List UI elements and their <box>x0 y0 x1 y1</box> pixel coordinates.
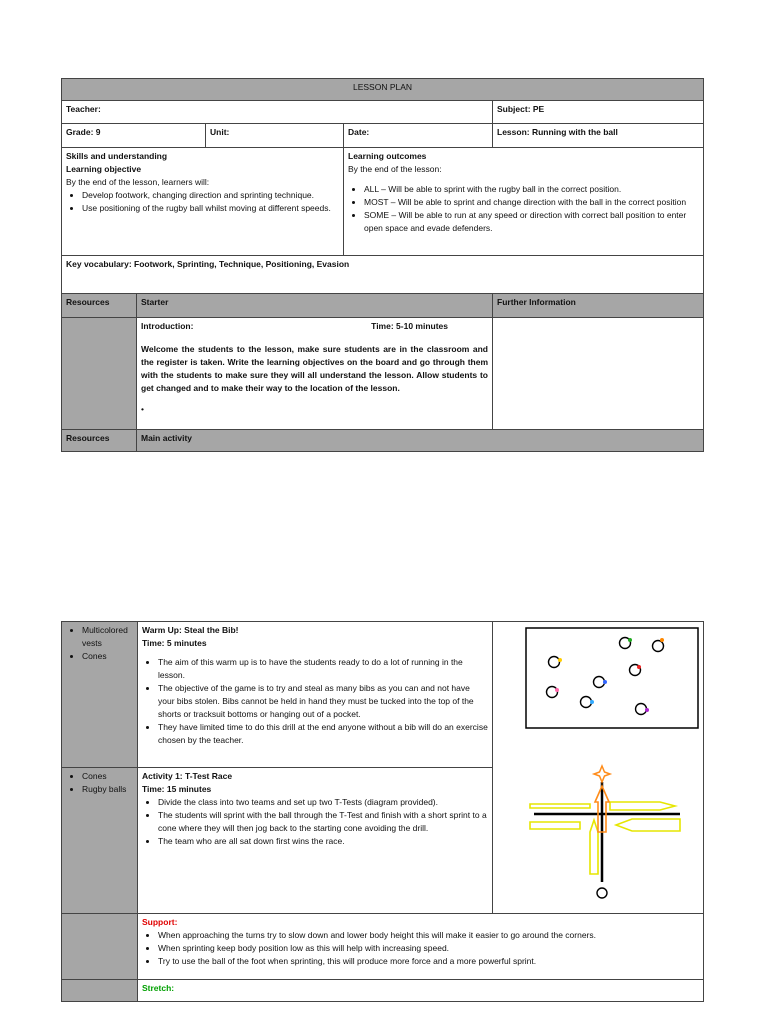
outcomes-list <box>348 183 699 235</box>
cone-icon <box>636 704 647 715</box>
list-item: • Cones <box>82 770 133 783</box>
bib-icon <box>645 708 649 712</box>
outcomes-intro: By the end of the lesson: <box>348 164 442 174</box>
activity1-title: Activity 1: T-Test Race <box>142 771 233 781</box>
skills-heading: Skills and understanding <box>66 151 168 161</box>
bib-icon <box>628 638 632 642</box>
list-item: • Use positioning of the rugby ball whilst moving at different speeds. <box>82 202 339 215</box>
skills-intro: By the end of the lesson, learners will: <box>66 177 210 187</box>
list-item: • Develop footwork, changing direction and sprinting technique. <box>82 189 339 202</box>
key-vocabulary: Key vocabulary: Footwork, Sprinting, Technique, Positioning, Evasion <box>62 256 704 294</box>
lesson-plan-table <box>61 78 704 452</box>
starter-text: Welcome the students to the lesson, make sure students are in the classroom and the register is taken. Write the learning objectives on the board and go through them with the students to make sure they will all understand the lesson. Allow students to get changed and to make their way to the location of the lesson. <box>141 344 488 393</box>
starter-time: Time: 5-10 minutes <box>371 321 448 331</box>
starter-title: Starter <box>137 294 493 318</box>
introduction-label: Introduction: <box>141 321 194 331</box>
subject-field: Subject: PE <box>493 101 704 124</box>
bib-icon <box>660 638 664 642</box>
bib-icon <box>637 665 641 669</box>
lesson-plan-title: LESSON PLAN <box>62 79 704 101</box>
warmup-content <box>138 622 493 768</box>
outcomes-heading: Learning outcomes <box>348 151 427 161</box>
starter-resources-cell <box>62 318 137 430</box>
t-test-diagram <box>520 762 704 908</box>
support-resources-cell <box>62 914 138 980</box>
cone-icon <box>549 657 560 668</box>
list-item: • Try to use the ball of the foot when sprinting, this will produce more force and a more powerful sprint. <box>158 955 699 968</box>
left-return-bar <box>530 822 580 829</box>
warmup-resources <box>62 622 138 768</box>
bib-icon <box>603 680 607 684</box>
main-resources-label: Resources <box>62 430 137 452</box>
stretch-content <box>138 980 704 1002</box>
bib-icon <box>555 688 559 692</box>
starter-content <box>137 318 493 430</box>
list-item: • Cones <box>82 650 133 663</box>
list-item: • Divide the class into two teams and set up two T-Tests (diagram provided). <box>158 796 488 809</box>
bib-icon <box>590 700 594 704</box>
list-item: • Rugby balls <box>82 783 133 796</box>
skills-cell <box>62 148 344 256</box>
warmup-field-diagram <box>520 624 704 734</box>
cone-icon <box>653 641 664 652</box>
list-item: • SOME – Will be able to run at any speed or direction with correct ball position to enter open space and evade defenders. <box>364 209 699 235</box>
list-item: • ALL – Will be able to sprint with the rugby ball in the correct position. <box>364 183 699 196</box>
cone-icon <box>547 687 558 698</box>
main-activity-title: Main activity <box>137 430 704 452</box>
starter-resources-label: Resources <box>62 294 137 318</box>
cone-icon <box>594 677 605 688</box>
support-label: Support: <box>142 917 178 927</box>
cone-icon <box>581 697 592 708</box>
teacher-field: Teacher: <box>62 101 493 124</box>
start-cone-icon <box>597 888 607 898</box>
further-information-cell <box>493 318 704 430</box>
unit-field: Unit: <box>206 124 344 148</box>
up-sprint-arrow <box>590 820 598 874</box>
bib-icon <box>558 658 562 662</box>
further-information-label: Further Information <box>493 294 704 318</box>
list-item: • Multicolored vests <box>82 624 133 650</box>
list-item: • When approaching the turns try to slow down and lower body height this will make it easier to go around the corners. <box>158 929 699 942</box>
activity1-resources <box>62 768 138 914</box>
activity1-content <box>138 768 493 914</box>
lesson-field: Lesson: Running with the ball <box>493 124 704 148</box>
list-item: • The team who are all sat down first wins the race. <box>158 835 488 848</box>
list-item: • The students will sprint with the ball through the T-Test and finish with a short sprint to a cone where they will then jog back to the starting cone avoiding the drill. <box>158 809 488 835</box>
list-item: • When sprinting keep body position low as this will help with increasing speed. <box>158 942 699 955</box>
warmup-time: Time: 5 minutes <box>142 638 207 648</box>
outcomes-cell <box>344 148 704 256</box>
finish-star-icon <box>594 766 610 782</box>
right-sprint-arrow <box>610 802 675 810</box>
stretch-resources-cell <box>62 980 138 1002</box>
stretch-label: Stretch: <box>142 983 175 993</box>
list-item: • The aim of this warm up is to have the students ready to do a lot of running in the lesson. <box>158 656 488 682</box>
right-return-arrow <box>616 819 680 831</box>
support-content <box>138 914 704 980</box>
objective-heading: Learning objective <box>66 164 142 174</box>
activity1-time: Time: 15 minutes <box>142 784 212 794</box>
list-item: • MOST – Will be able to sprint and change direction with the ball in the correct position <box>364 196 699 209</box>
field-boundary <box>526 628 698 728</box>
empty-bullet: • <box>141 404 144 414</box>
warmup-title: Warm Up: Steal the Bib! <box>142 625 239 635</box>
left-sprint-arrow <box>530 804 590 808</box>
list-item: • The objective of the game is to try and steal as many bibs as you can and not have your bibs stolen. Bibs cannot be held in hand they must be tucked into the top of the shorts or tracksuit bottoms or hanging out of a pocket. <box>158 682 488 721</box>
list-item: • They have limited time to do this drill at the end anyone without a bib will do an exercise chosen by the teacher. <box>158 721 488 747</box>
date-field: Date: <box>344 124 493 148</box>
objective-list <box>66 189 339 215</box>
grade-field: Grade: 9 <box>62 124 206 148</box>
